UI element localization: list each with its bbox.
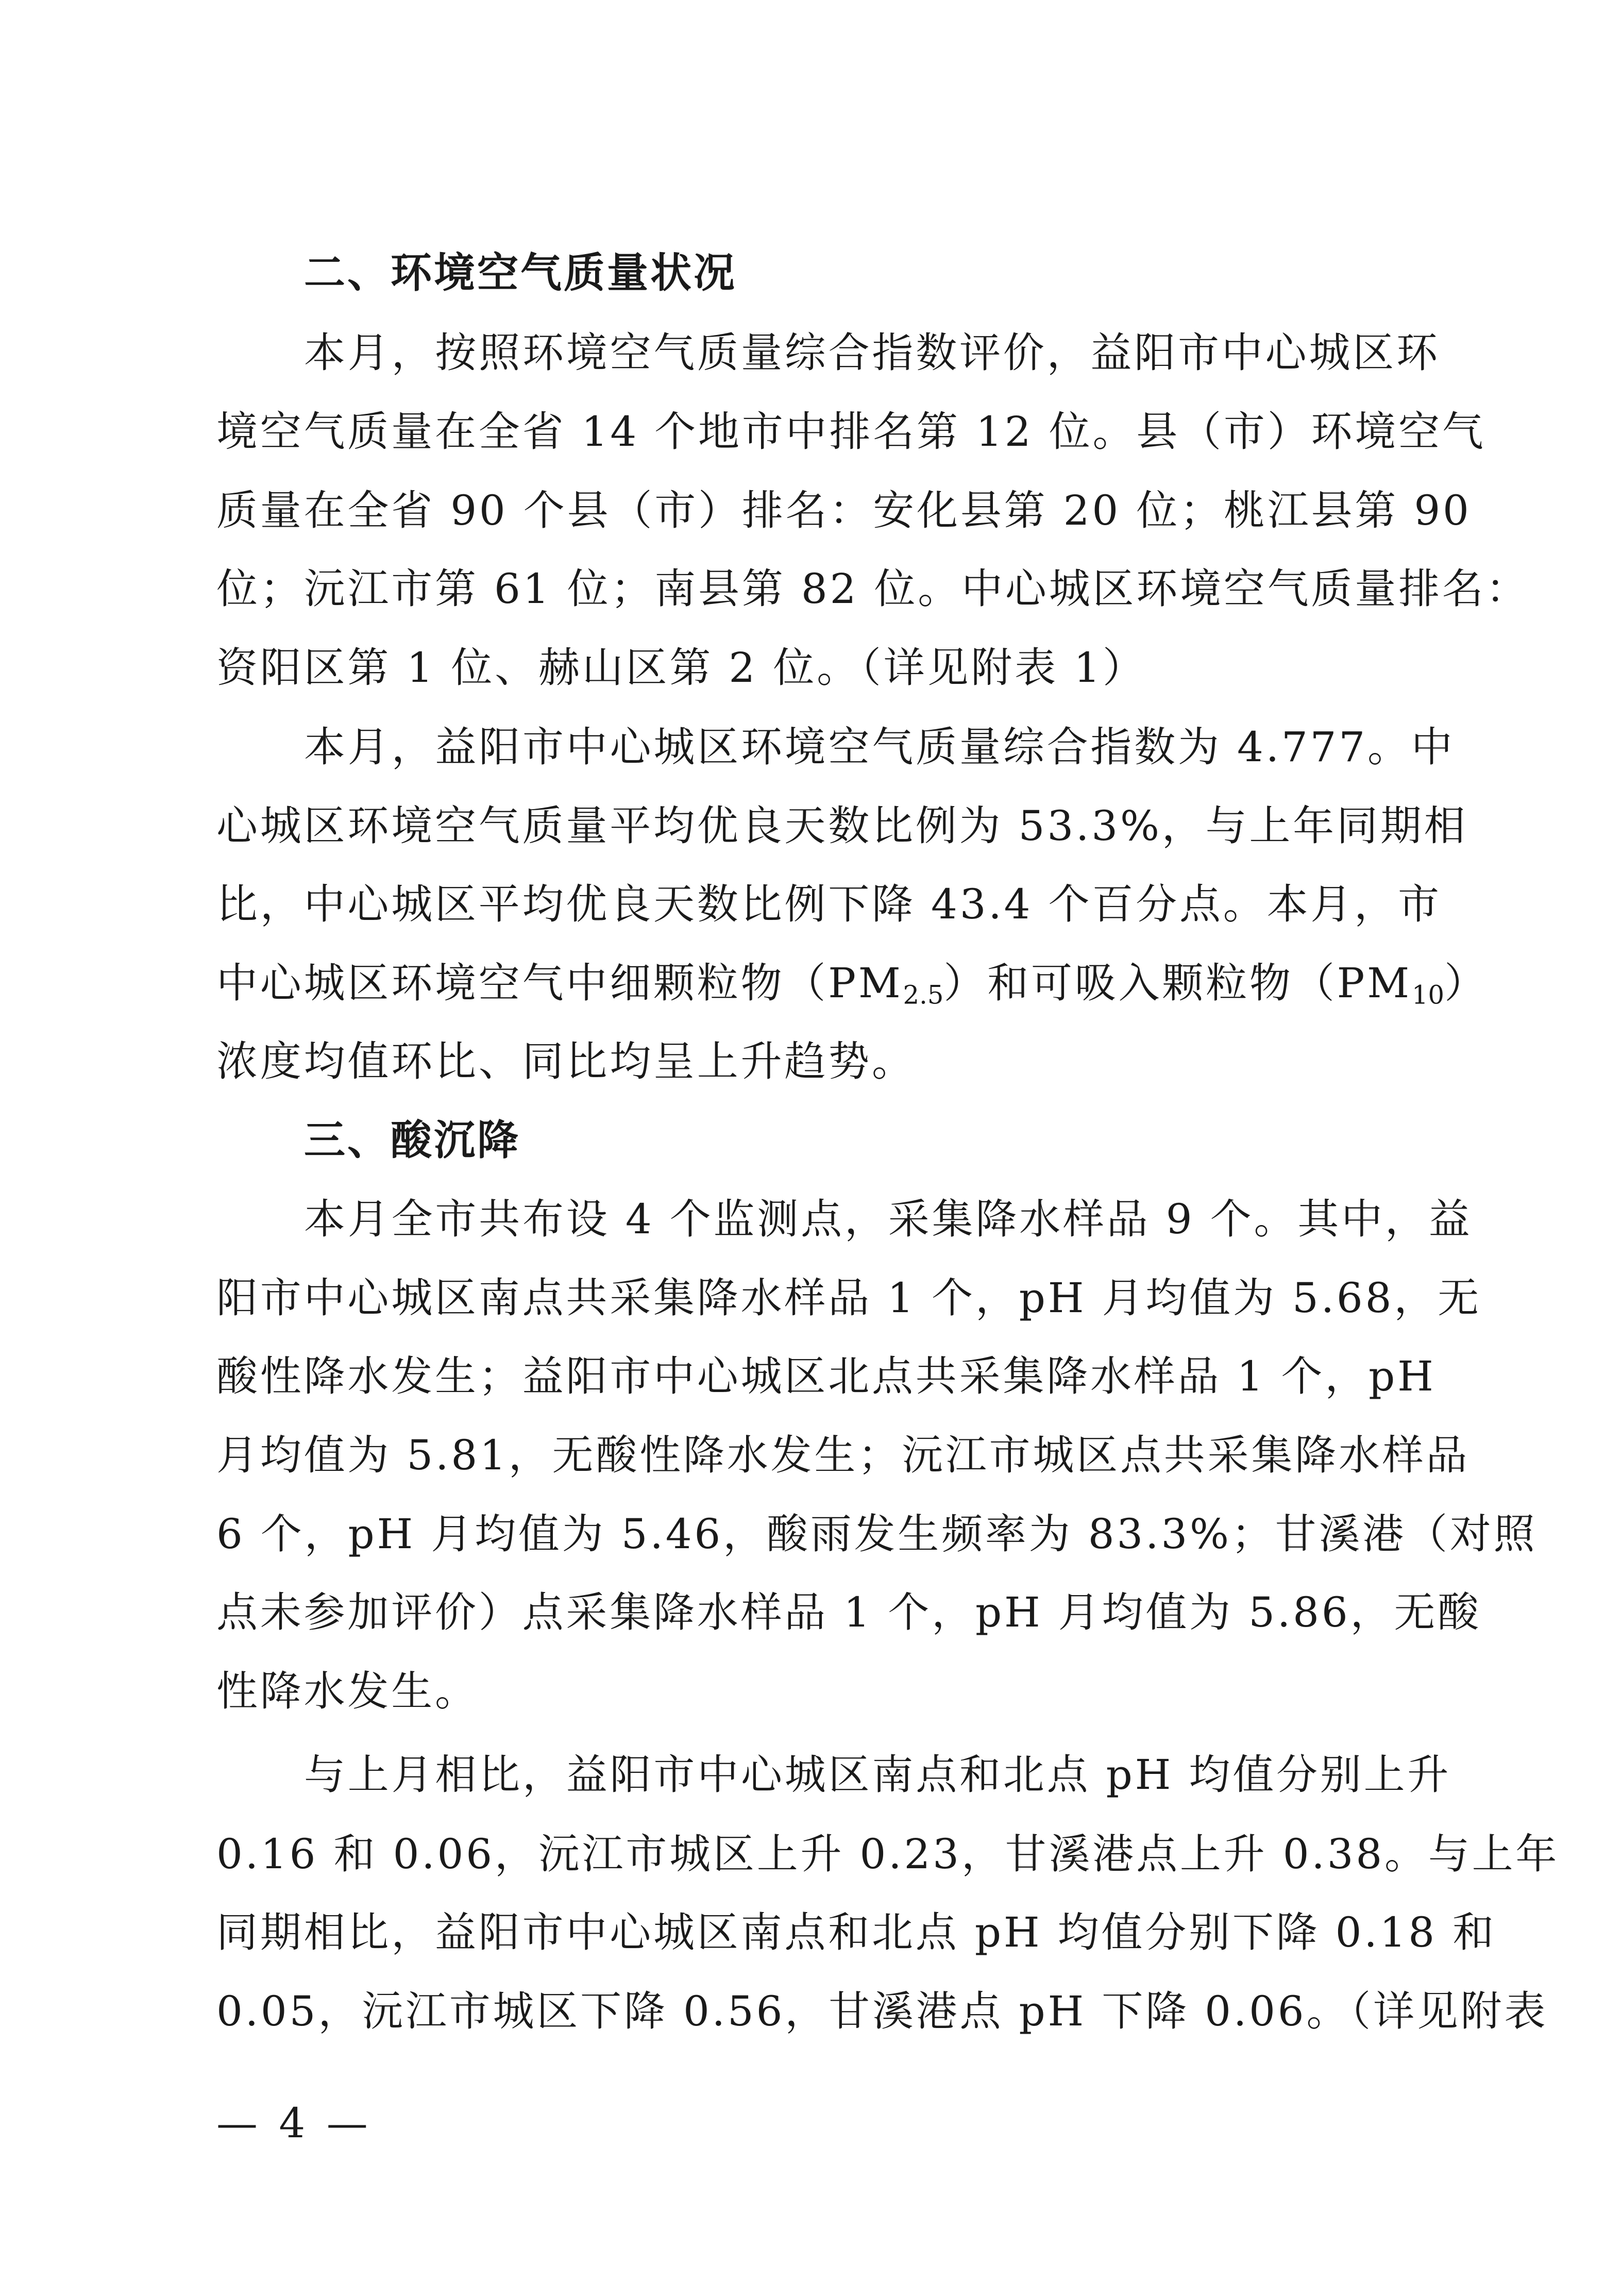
paragraph-line: 6 个，pH 月均值为 5.46，酸雨发生频率为 83.3%；甘溪港（对照 [216, 1510, 1537, 1558]
section-2-heading: 二、环境空气质量状况 [304, 249, 737, 297]
pm-text-b: ）和可吸入颗粒物（PM [943, 959, 1412, 1007]
paragraph-line: 浓度均值环比、同比均呈上升趋势。 [216, 1037, 916, 1085]
paragraph-line: 月均值为 5.81，无酸性降水发生；沅江市城区点共采集降水样品 [216, 1431, 1470, 1479]
section-3-heading: 三、酸沉降 [304, 1116, 520, 1164]
paragraph-line: 心城区环境空气质量平均优良天数比例为 53.3%，与上年同期相 [216, 802, 1468, 850]
paragraph-line: 本月，按照环境空气质量综合指数评价，益阳市中心城区环 [304, 329, 1440, 377]
paragraph-line-pm [216, 958, 1488, 1010]
pm-text-c: ） [1444, 959, 1488, 1007]
pm25-subscript: 2.5 [903, 980, 944, 1010]
paragraph-line: 酸性降水发生；益阳市中心城区北点共采集降水样品 1 个，pH [216, 1352, 1436, 1400]
paragraph-line: 比，中心城区平均优良天数比例下降 43.4 个百分点。本月，市 [216, 880, 1442, 928]
paragraph-line: 与上月相比，益阳市中心城区南点和北点 pH 均值分别上升 [304, 1751, 1451, 1799]
pm10-subscript: 10 [1411, 980, 1445, 1010]
paragraph-line: 境空气质量在全省 14 个地市中排名第 12 位。县（市）环境空气 [216, 408, 1486, 456]
paragraph-line: 资阳区第 1 位、赫山区第 2 位。（详见附表 1） [216, 644, 1146, 692]
paragraph-line: 0.05，沅江市城区下降 0.56，甘溪港点 pH 下降 0.06。（详见附表 [216, 1987, 1548, 2035]
paragraph-line: 阳市中心城区南点共采集降水样品 1 个，pH 月均值为 5.68，无 [216, 1274, 1481, 1322]
pm-text-a: 中心城区环境空气中细颗粒物（PM [216, 959, 903, 1007]
paragraph-line: 0.16 和 0.06，沅江市城区上升 0.23，甘溪港点上升 0.38。与上年 [216, 1830, 1560, 1878]
paragraph-line: 本月全市共布设 4 个监测点，采集降水样品 9 个。其中，益 [304, 1195, 1473, 1243]
paragraph-line: 点未参加评价）点采集降水样品 1 个，pH 月均值为 5.86，无酸 [216, 1588, 1481, 1636]
page-number: — 4 — [216, 2099, 372, 2147]
paragraph-line: 质量在全省 90 个县（市）排名：安化县第 20 位；桃江县第 90 [216, 487, 1472, 534]
paragraph-line: 性降水发生。 [216, 1667, 479, 1715]
paragraph-line: 同期相比，益阳市中心城区南点和北点 pH 均值分别下降 0.18 和 [216, 1908, 1497, 1956]
paragraph-line: 位；沅江市第 61 位；南县第 82 位。中心城区环境空气质量排名： [216, 565, 1530, 613]
paragraph-line: 本月，益阳市中心城区环境空气质量综合指数为 4.777。中 [304, 723, 1455, 771]
